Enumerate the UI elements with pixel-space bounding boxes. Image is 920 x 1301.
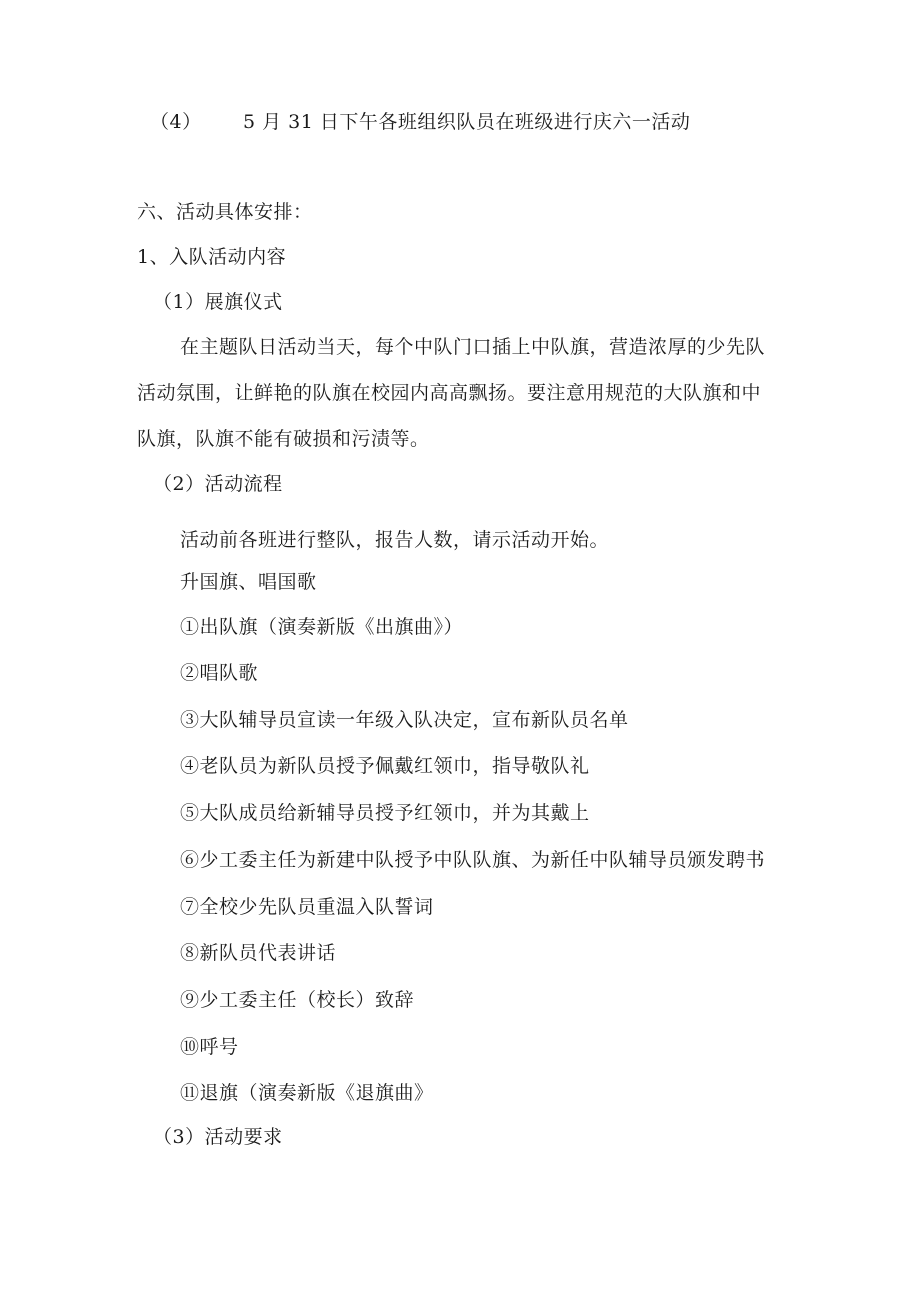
- process-step: ⑦全校少先队员重温入队誓词: [180, 896, 434, 918]
- part-1-heading: （1）展旗仪式: [153, 291, 283, 313]
- part-1-body-line: 活动氛围，让鲜艳的队旗在校园内高高飘扬。要注意用规范的大队旗和中: [137, 382, 762, 404]
- section-6-heading: 六、活动具体安排：: [137, 201, 313, 223]
- part-1-body-line: 队旗，队旗不能有破损和污渍等。: [137, 428, 430, 450]
- process-step: ⑤大队成员给新辅导员授予红领巾，并为其戴上: [180, 802, 590, 824]
- process-step: ③大队辅导员宣读一年级入队决定，宣布新队员名单: [180, 709, 629, 731]
- process-step: ⑩呼号: [180, 1036, 239, 1058]
- part-1-body-line: 在主题队日活动当天，每个中队门口插上中队旗，营造浓厚的少先队: [180, 336, 766, 358]
- process-intro: 活动前各班进行整队，报告人数，请示活动开始。: [180, 529, 610, 551]
- process-step: ⑧新队员代表讲话: [180, 942, 337, 964]
- process-step: ⑨少工委主任（校长）致辞: [180, 989, 415, 1011]
- item-4-text: 5 月 31 日下午各班组织队员在班级进行庆六一活动: [243, 111, 691, 133]
- process-step: ②唱队歌: [180, 662, 259, 684]
- subsection-1-heading: 1、入队活动内容: [137, 246, 287, 268]
- process-step: ⑥少工委主任为新建中队授予中队队旗、为新任中队辅导员颁发聘书: [180, 849, 766, 871]
- process-step: ①出队旗（演奏新版《出旗曲》）: [180, 616, 464, 638]
- flag-anthem-step: 升国旗、唱国歌: [180, 571, 317, 593]
- item-4-number: （4）: [150, 111, 202, 133]
- process-step: ④老队员为新队员授予佩戴红领巾，指导敬队礼: [180, 755, 590, 777]
- part-2-heading: （2）活动流程: [153, 473, 283, 495]
- item-4: [150, 109, 690, 135]
- part-3-heading: （3）活动要求: [153, 1126, 283, 1148]
- process-step: ⑪退旗（演奏新版《退旗曲》: [180, 1082, 434, 1104]
